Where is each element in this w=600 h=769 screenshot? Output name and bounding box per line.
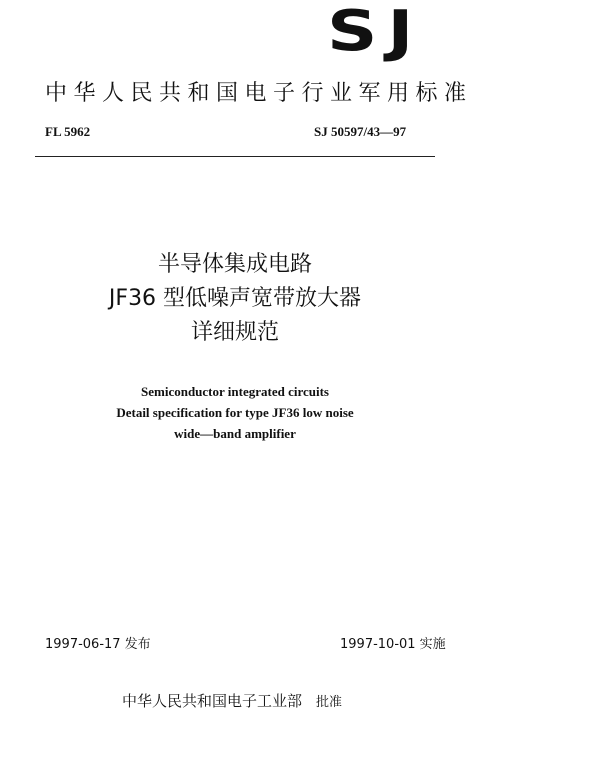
implementation-date: 1997-10-01 实施 <box>340 637 446 652</box>
issuing-authority <box>122 690 342 711</box>
standard-title: 中华人民共和国电子行业军用标准 <box>45 81 473 106</box>
issue-date: 1997-06-17 发布 <box>45 637 151 652</box>
standard-number: SJ 50597/43—97 <box>314 124 407 139</box>
sj-logo: SJ <box>327 0 424 64</box>
title-cn-line-2: JF36 型低噪声宽带放大器 <box>108 286 362 311</box>
header-divider <box>35 156 435 157</box>
title-en-line-2: Detail specification for type JF36 low noise <box>116 405 354 420</box>
title-en-line-1: Semiconductor integrated circuits <box>141 384 329 399</box>
title-cn-line-3: 详细规范 <box>190 320 279 345</box>
classification-code: FL 5962 <box>45 124 91 139</box>
title-cn-line-1: 半导体集成电路 <box>157 252 312 277</box>
title-en-line-3: wide—band amplifier <box>174 426 296 441</box>
approval-label: 批准 <box>316 695 343 710</box>
document-title-english <box>0 381 470 444</box>
document-title-chinese <box>0 248 470 350</box>
issuer-name: 中华人民共和国电子工业部 <box>122 692 303 710</box>
